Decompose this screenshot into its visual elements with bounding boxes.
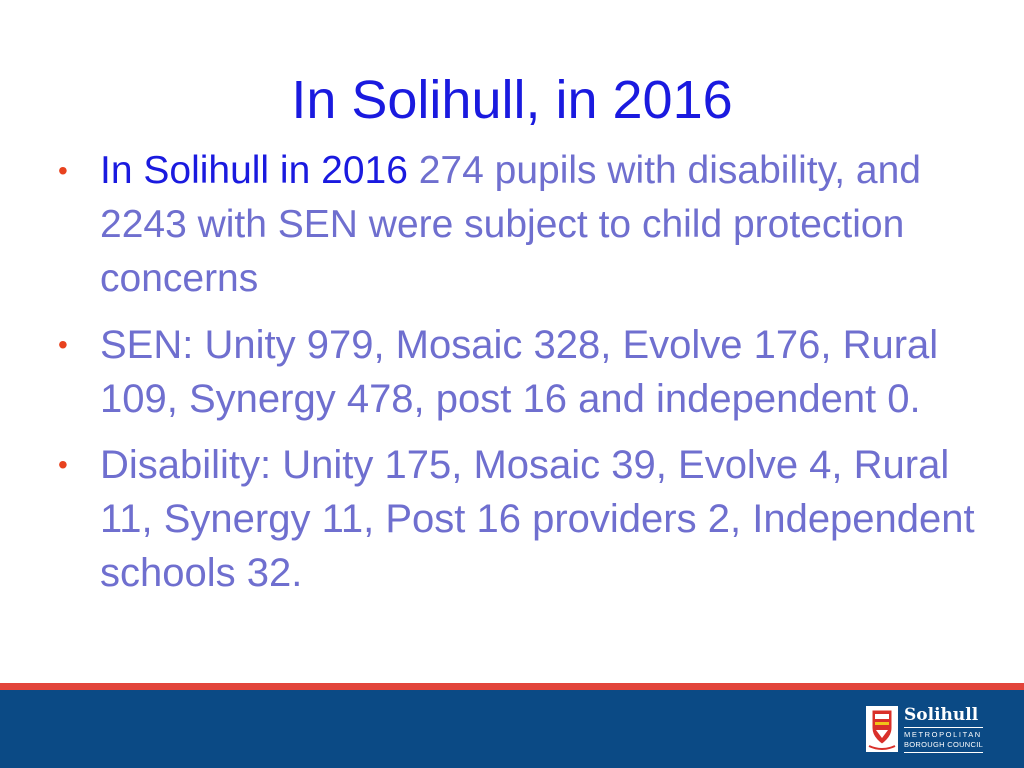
bullet-item-1 (56, 144, 976, 306)
crest-icon (866, 706, 898, 752)
bullet-item-3 (56, 438, 976, 600)
slide-title: In Solihull, in 2016 (291, 70, 733, 130)
bullet-icon: • (58, 155, 68, 186)
logo-name: Solihull (904, 705, 983, 728)
logo-line-2: BOROUGH COUNCIL (904, 740, 983, 753)
logo-line-1: METROPOLITAN (904, 730, 982, 739)
bullet-text: Disability: Unity 175, Mosaic 39, Evolve 4, Rural 11, Synergy 11, Post 16 providers 2, Independent schools 32. (100, 443, 975, 595)
logo-text (904, 705, 983, 753)
bullet-highlight: In Solihull in 2016 (100, 149, 408, 192)
council-logo (866, 702, 992, 756)
bullet-text: 274 pupils with disability, and 2243 with SEN were subject to child protection concerns (100, 149, 921, 300)
bullet-text: SEN: Unity 979, Mosaic 328, Evolve 176, Rural 109, Synergy 478, post 16 and independent 0. (100, 323, 939, 421)
bullet-icon: • (58, 329, 68, 360)
red-divider-band (0, 683, 1024, 690)
bullet-icon: • (58, 449, 68, 480)
bullet-list (56, 144, 976, 612)
bullet-item-2 (56, 318, 976, 426)
